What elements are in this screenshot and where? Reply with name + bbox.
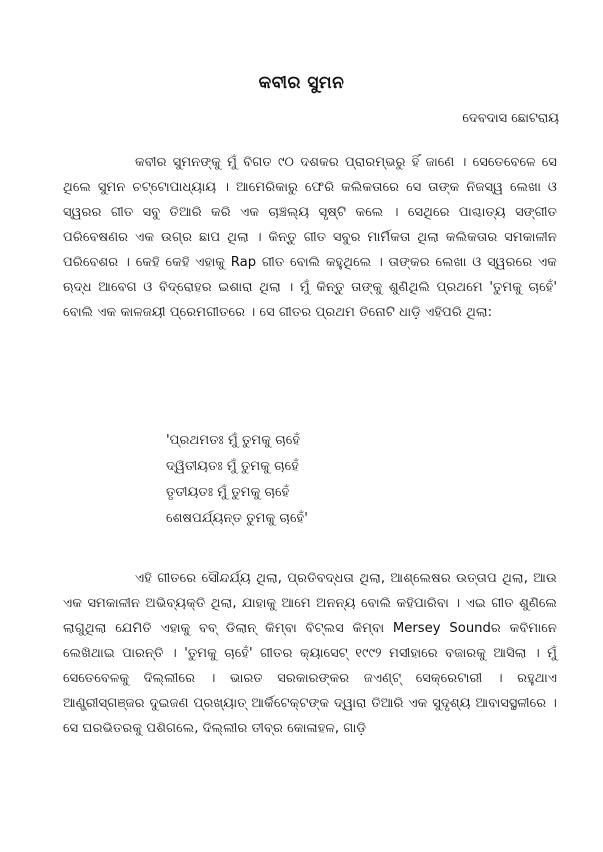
- verse-line: ତୃତୀୟତଃ ମୁଁ ତୁମକୁ ଚାହେଁ: [166, 485, 290, 500]
- song-verse: [166, 428, 308, 532]
- verse-line: 'ପ୍ରଥମତଃ ମୁଁ ତୁମକୁ ଚାହେଁ: [166, 433, 301, 448]
- paragraph-body: ଏହି ଗୀତରେ ସୌନ୍ଦର୍ଯ୍ୟ ଥିଲା, ପ୍ରତିବଦ୍ଧତା ଥିଲା, ଆଶ୍ଲେଷର ଉତ୍ତାପ ଥିଲା, ଆଉ ଏକ ସମକାଳୀନ ଅଭିବ୍ୟକ୍ତି ଥିଲା, ଯାହାକୁ ଆମେ ଅନନ୍ୟ ବୋଲି କହିପାରିବା । ଏଇ ଗୀତ ଶୁଣିଲେ ଲାଗୁଥିଲା ଯେମିତି ଏହାକୁ ବବ୍ ଡିଲାନ୍ କିମ୍ବା ବିଟ୍‌ଲସ କିମ୍ବା Mersey Soundର କବିମାନେ ଲେଖିଥାଇ ପାରନ୍ତି । 'ତୁମକୁ ଚାହେଁ' ଗୀତର କ୍ୟାସେଟ୍ ୧୯୯୨ ମସୀହାରେ ବଜାରକୁ ଆସିଲା । ମୁଁ ସେତେବେଳକୁ ଦିଲ୍ଲୀରେ । ଭାରତ ସରକାରଙ୍କର ଜଏଣ୍ଟ୍ ସେକ୍ରେଟାରୀ । ରହୁଥାଏ ଆଣ୍ଡ୍ରୀସ୍‌ଗଞ୍ଜର ଦୁଇଜଣ ପ୍ରଖ୍ୟାତ୍ ଆର୍କିଟେକ୍ଟଙ୍କ ଦ୍ୱାରା ତିଆରି ଏକ ସୁଦୃଶ୍ୟ ଆବାସସ୍ଥଳୀରେ । ସେ ଘରଭିତରକୁ ପଶିଗଲେ, ଦିଲ୍ଲୀର ତୀବ୍ର କୋଳାହଳ, ଗାଡ଼ି: [63, 571, 558, 736]
- verse-line: ଦ୍ୱିତୀୟତଃ ମୁଁ ତୁମକୁ ଚାହେଁ: [166, 459, 299, 474]
- page-title: କବୀର ସୁମନ: [258, 73, 345, 93]
- paragraph-intro: କବୀର ସୁମନଙ୍କୁ ମୁଁ ବିଗତ ୯୦ ଦଶକର ପ୍ରାରମ୍ଭରୁ ହିଁ ଜାଣେ । ସେତେବେଳେ ସେ ଥିଲେ ସୁମନ ଚଟ୍ଟୋପାଧ୍ୟାୟ । ଆମେରିକାରୁ ଫେରି କଲିକତାରେ ସେ ତାଙ୍କ ନିଜସ୍ୱ ଲେଖା ଓ ସ୍ୱରର ଗୀତ ସବୁ ତିଆରି କରି ଏକ ଚାଞ୍ଚଲ୍ୟ ସୃଷ୍ଟି କଲେ । ସେଥିରେ ପାଶ୍ଚାତ୍ୟ ସଙ୍ଗୀତ ପରିବେଷଣର ଏକ ଉଗ୍ର ଛାପ ଥିଲା । କିନ୍ତୁ ଗୀତ ସବୁର ମାର୍ମିକତା ଥିଲା କଲିକତାର ସମକାଳୀନ ପରିବେଶର । କେହି କେହି ଏହାକୁ Rap ଗୀତ ବୋଲି କହୁଥିଲେ । ତାଙ୍କର ଲେଖା ଓ ସ୍ୱରରେ ଏକ ଋଦ୍ଧ ଆବେଗ ଓ ବିଦ୍ରୋହର ଇଶାରା ଥିଲା । ମୁଁ କିନ୍ତୁ ତାଙ୍କୁ ଶୁଣିଥିଲି ପ୍ରଥମେ 'ତୁମକୁ ଚାହେଁ' ବୋଲି ଏକ କାଳଜୟୀ ପ୍ରେମଗୀତରେ । ସେ ଗୀତର ପ୍ରଥମ ତିନୋଟି ଧାଡ଼ି ଏହିପରି ଥିଲା:: [63, 155, 557, 320]
- author-name: ଦେବଦାସ ଛୋଟରାୟ: [462, 111, 559, 126]
- verse-line: ଶେଷପର୍ଯ୍ୟନ୍ତ ତୁମକୁ ଚାହେଁ': [166, 511, 308, 526]
